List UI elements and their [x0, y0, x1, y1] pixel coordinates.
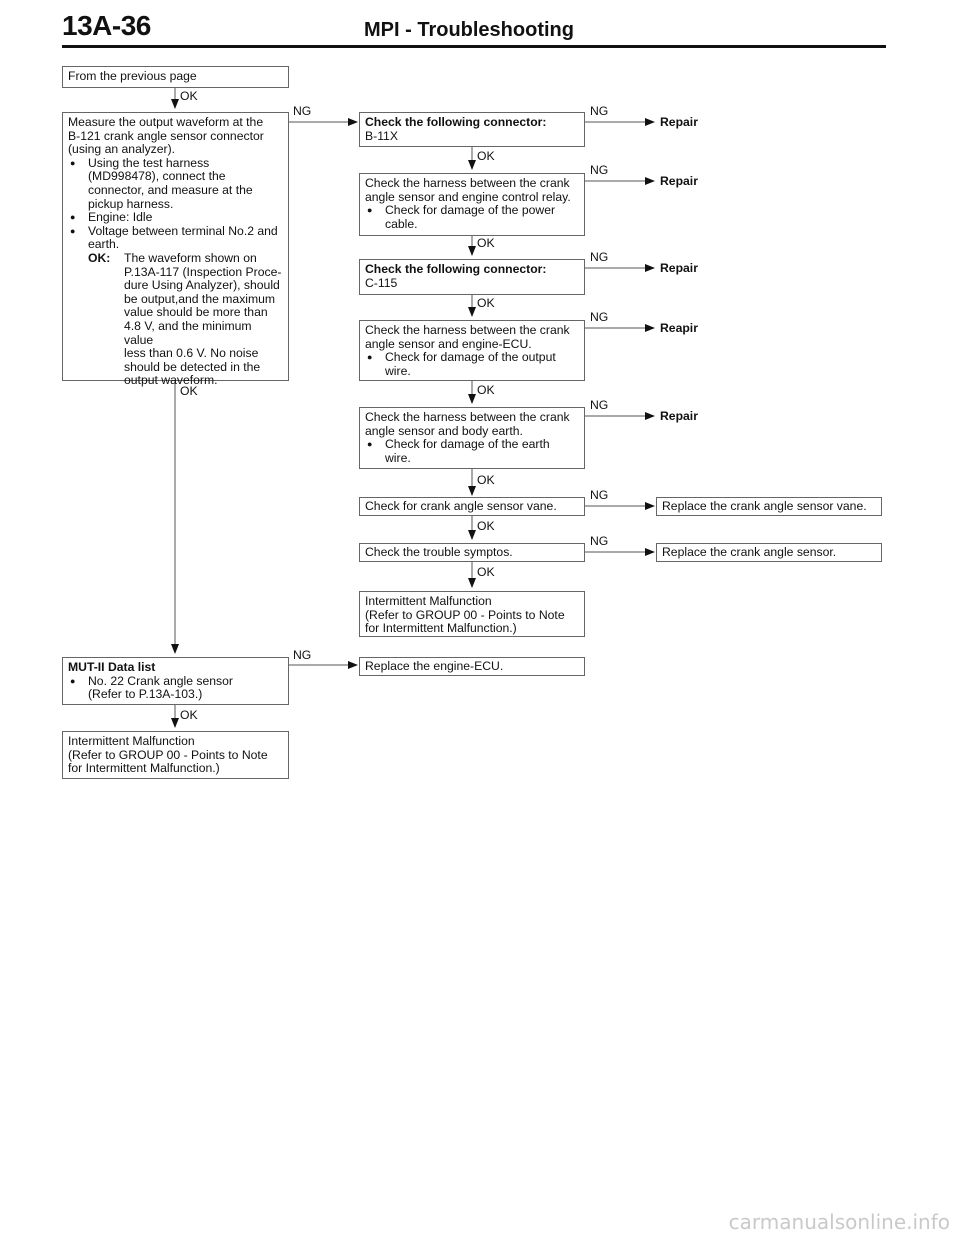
intermittent-line: Intermittent Malfunction: [365, 594, 492, 608]
ecu-harness-bullet: ● Check for damage of the output wire.: [365, 351, 579, 378]
mut-bullet: ● No. 22 Crank angle sensor (Refer to P.13A-103.): [68, 675, 283, 702]
ok-label: OK: [477, 236, 495, 250]
action-repair: Repair: [660, 115, 698, 129]
footer-watermark: carmanualsonline.info: [728, 1210, 950, 1234]
measure-ok-criteria: OK: The waveform shown on P.13A-117 (Inspection Proce- dure Using Analyzer), should be output,and the maximum value should be more than 4.8 V, and the minimum value less than 0.6 V. No noise should be detected in the output waveform.: [88, 250, 282, 388]
box-previous-page: [62, 66, 289, 88]
page-title: MPI - Troubleshooting: [364, 19, 574, 41]
connector-id: B-11X: [365, 128, 398, 143]
intermittent-line: for Intermittent Malfunction.): [365, 621, 517, 636]
intermittent-line: (Refer to GROUP 00 - Points to Note: [68, 747, 268, 762]
earth-harness-bullet: ● Check for damage of the earth wire.: [365, 438, 579, 465]
previous-page-text: From the previous page: [68, 69, 197, 83]
ng-label: NG: [293, 648, 312, 662]
measure-line: (using an analyzer).: [68, 142, 176, 157]
measure-bullet-voltage: ● Voltage between terminal No.2 and earth.: [68, 225, 283, 252]
earth-harness-line: angle sensor and body earth.: [365, 423, 523, 438]
box-replace-vane: [656, 497, 882, 516]
ecu-harness-line: Check the harness between the crank: [365, 323, 570, 337]
action-repair: Repair: [660, 261, 698, 275]
page-code: 13A-36: [62, 10, 151, 41]
replace-ecu-text: Replace the engine-ECU.: [365, 659, 504, 673]
relay-line: Check the harness between the crank: [365, 176, 570, 190]
relay-bullet: ● Check for damage of the power cable.: [365, 204, 579, 231]
mut-title: MUT-II Data list: [68, 660, 156, 674]
ng-label: NG: [590, 398, 609, 412]
earth-harness-line: Check the harness between the crank: [365, 410, 570, 424]
measure-line: B-121 crank angle sensor connector: [68, 128, 264, 143]
ng-label: NG: [590, 250, 609, 264]
replace-sensor-text: Replace the crank angle sensor.: [662, 545, 837, 559]
connector-title: Check the following connector:: [365, 115, 547, 129]
connector-id: C-115: [365, 275, 398, 290]
box-check-connector-b11x: [359, 112, 585, 147]
ng-label: NG: [590, 104, 609, 118]
intermittent-line: for Intermittent Malfunction.): [68, 761, 220, 776]
action-repair: Repair: [660, 409, 698, 423]
intermittent-line: (Refer to GROUP 00 - Points to Note: [365, 607, 565, 622]
relay-line: angle sensor and engine control relay.: [365, 189, 571, 204]
box-replace-ecu: [359, 657, 585, 676]
trouble-text: Check the trouble symptos.: [365, 545, 513, 559]
action-reapir: Reapir: [660, 321, 698, 335]
ng-label: NG: [590, 163, 609, 177]
ok-label: OK: [477, 296, 495, 310]
ng-label: NG: [590, 488, 609, 502]
box-replace-sensor: [656, 543, 882, 562]
measure-line: Measure the output waveform at the: [68, 115, 264, 129]
intermittent-line: Intermittent Malfunction: [68, 734, 195, 748]
ng-label: NG: [590, 310, 609, 324]
ok-label: OK: [180, 384, 198, 398]
box-check-earth-harness: [359, 407, 585, 469]
measure-bullet-harness: ● Using the test harness (MD998478), connect the connector, and measure at the pickup harness.: [68, 157, 283, 211]
ok-label: OK: [477, 565, 495, 579]
replace-vane-text: Replace the crank angle sensor vane.: [662, 499, 867, 513]
box-check-trouble: [359, 543, 585, 562]
vane-text: Check for crank angle sensor vane.: [365, 499, 557, 513]
ecu-harness-line: angle sensor and engine-ECU.: [365, 336, 532, 351]
ok-label: OK: [477, 383, 495, 397]
box-check-connector-c115: [359, 259, 585, 295]
box-check-vane: [359, 497, 585, 516]
box-measure-waveform: [62, 112, 289, 388]
ok-label: OK: [477, 473, 495, 487]
ok-label: OK: [477, 149, 495, 163]
ok-label: OK: [180, 708, 198, 722]
box-intermittent-1: [359, 591, 585, 637]
ng-label: NG: [590, 534, 609, 548]
ok-label: OK: [477, 519, 495, 533]
ok-label: OK: [180, 89, 198, 103]
box-check-ecu-harness: [359, 320, 585, 381]
ng-label: NG: [293, 104, 312, 118]
measure-bullet-engine: ● Engine: Idle: [68, 211, 283, 225]
action-repair: Repair: [660, 174, 698, 188]
box-intermittent-2: [62, 731, 289, 779]
connector-title: Check the following connector:: [365, 262, 547, 276]
box-check-relay-harness: [359, 173, 585, 236]
box-mut-data-list: [62, 657, 289, 705]
